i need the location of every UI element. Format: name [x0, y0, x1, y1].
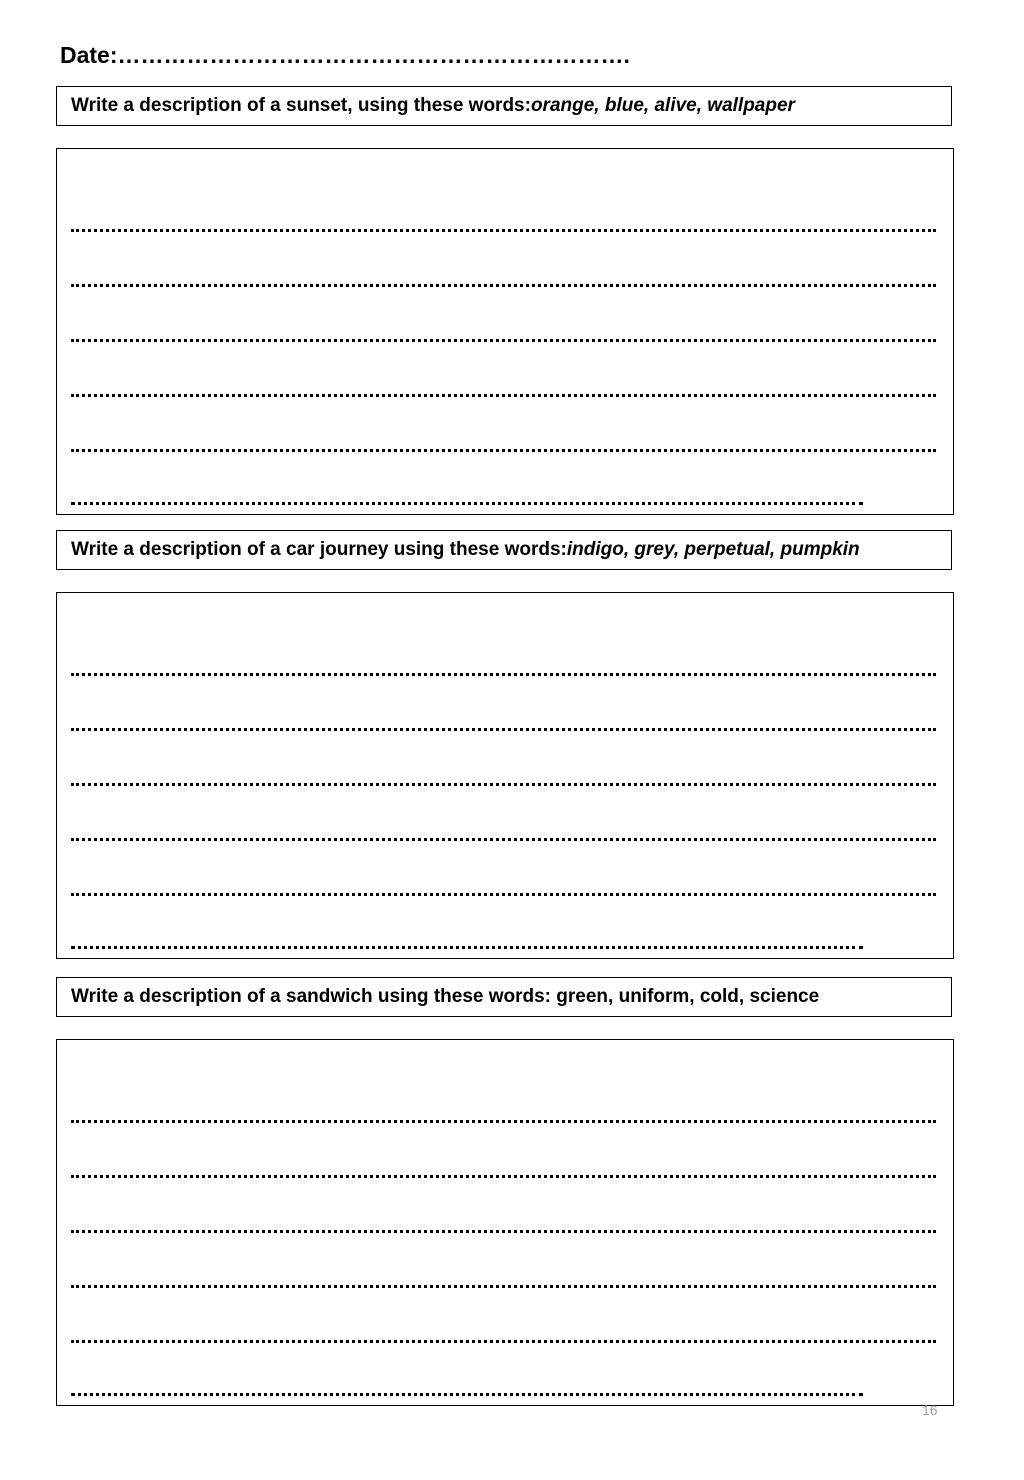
answer-line: [71, 498, 863, 505]
page-number: 16: [922, 1402, 938, 1418]
answer-line: [71, 1389, 863, 1396]
answer-line: [71, 1281, 936, 1288]
prompt-text: Write a description of a sandwich using these words: green, uniform, cold, science: [71, 986, 820, 1007]
answer-line: [71, 1171, 936, 1178]
answer-line: [71, 445, 936, 452]
answer-line: [71, 889, 936, 896]
answer-line: [71, 779, 936, 786]
answer-line: [71, 1226, 936, 1233]
answer-line: [71, 834, 936, 841]
answer-line: [71, 1336, 936, 1343]
prompt-text: Write a description of a car journey using these words:: [71, 539, 567, 560]
answer-box-sunset[interactable]: [56, 148, 954, 515]
answer-box-sandwich[interactable]: [56, 1039, 954, 1406]
prompt-text: Write a description of a sunset, using these words:: [71, 95, 531, 116]
date-line: Date:………………………………………………………….: [60, 42, 630, 68]
prompt-box-car-journey: [56, 530, 952, 570]
prompt-box-sunset: [56, 86, 952, 126]
answer-line: [71, 225, 936, 232]
answer-box-car-journey[interactable]: [56, 592, 954, 959]
prompt-words: orange, blue, alive, wallpaper: [530, 95, 795, 116]
answer-line: [71, 335, 936, 342]
answer-line: [71, 1116, 936, 1123]
answer-line: [71, 942, 863, 949]
prompt-box-sandwich: [56, 977, 952, 1017]
prompt-words: indigo, grey, perpetual, pumpkin: [566, 539, 860, 560]
answer-line: [71, 280, 936, 287]
answer-line: [71, 669, 936, 676]
answer-line: [71, 390, 936, 397]
answer-line: [71, 724, 936, 731]
